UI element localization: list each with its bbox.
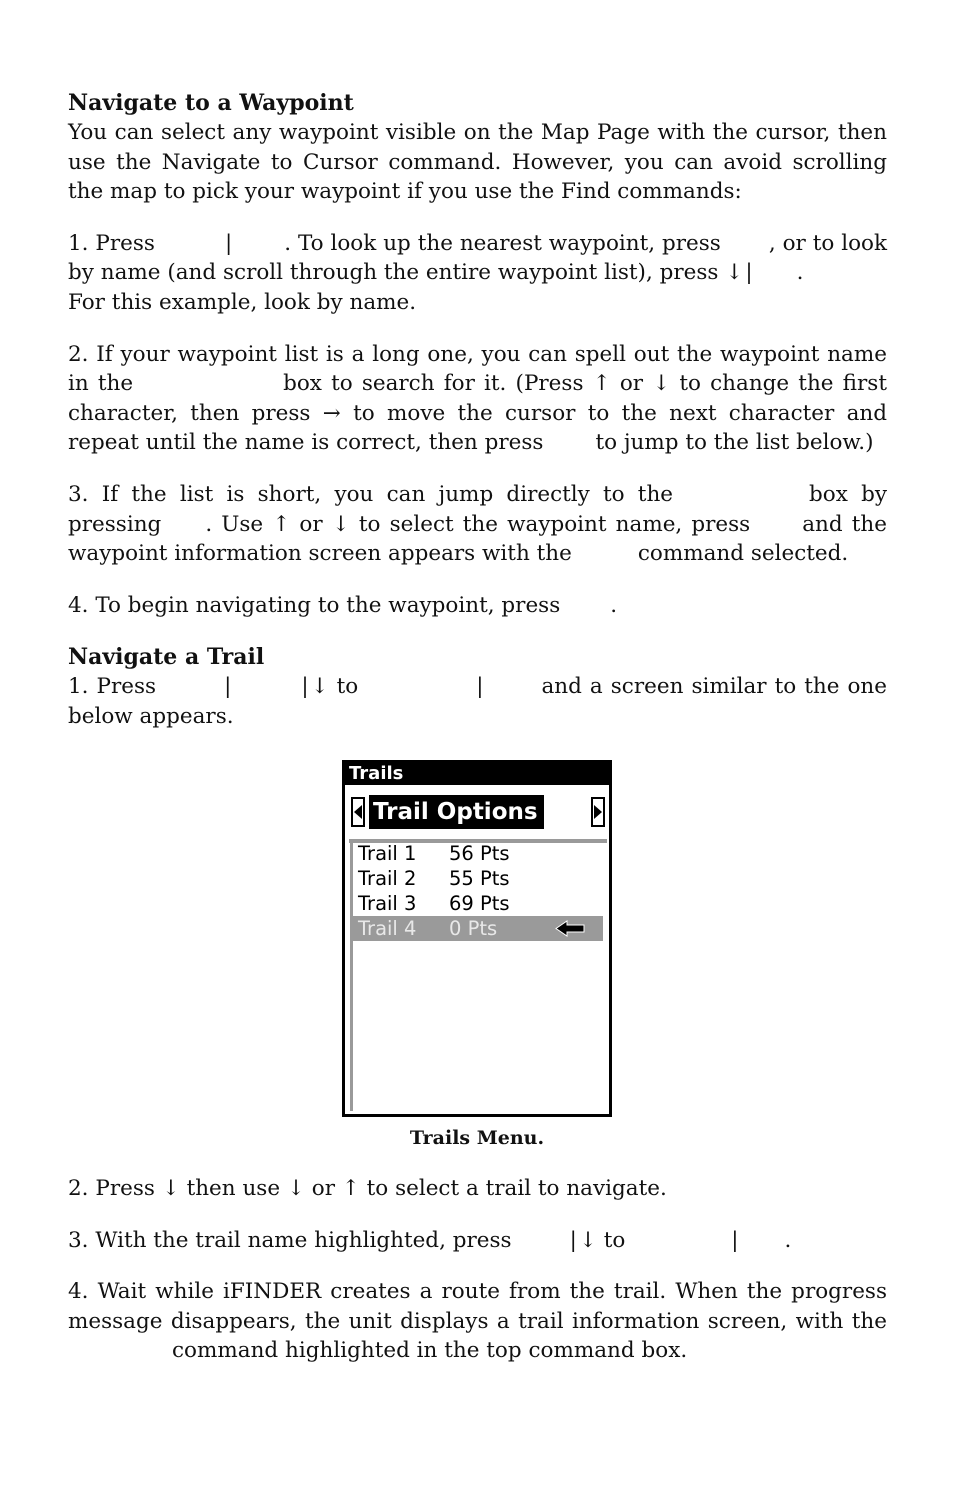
paragraph-step1 [68, 229, 887, 318]
text: . [796, 260, 804, 286]
text: box to search for it. (Press [283, 371, 584, 397]
paragraph-step4 [68, 591, 887, 621]
text: and the waypoint information screen appears with the [68, 511, 887, 567]
list-item[interactable] [353, 841, 603, 866]
trail-points: 55 Pts [449, 867, 510, 890]
down-arrow: ↓ [578, 1227, 597, 1253]
trail-points: 56 Pts [449, 842, 510, 865]
up-arrow: ↑ [592, 371, 611, 397]
paragraph-trail-step4 [68, 1277, 887, 1366]
list-item-selected[interactable] [353, 916, 603, 941]
right-arrow: → [322, 400, 341, 426]
text: 1. Press [68, 230, 155, 256]
document-page [68, 88, 887, 732]
separator: | [224, 674, 232, 700]
trail-list [350, 841, 603, 1111]
down-arrow: ↓ [310, 674, 329, 700]
text: 1. Press [68, 674, 157, 700]
trail-points: 0 Pts [449, 917, 498, 940]
text: and a screen similar to the one below appears. [68, 674, 887, 729]
up-arrow: ↑ [272, 511, 291, 537]
text: . [610, 592, 618, 618]
separator: | [476, 674, 484, 700]
text: . Use [205, 511, 264, 537]
text: command selected. [637, 541, 849, 567]
text: 3. If the list is short, you can jump directly to the [68, 481, 674, 507]
paragraph-trail-step3 [68, 1226, 887, 1256]
text: , or to look by name (and scroll through the entire waypoint list), press [68, 230, 887, 286]
trail-name: Trail 2 [358, 867, 417, 890]
text: 4. Wait while iFINDER creates a route from the trail. When the progress message disappears, the unit displays a trail information screen, with the [68, 1279, 887, 1334]
down-arrow: ↓ [331, 511, 350, 537]
text: to [336, 674, 359, 700]
text: 3. With the trail name highlighted, press [68, 1227, 512, 1253]
list-item[interactable] [353, 891, 603, 916]
right-arrow-icon[interactable] [591, 797, 605, 827]
text: command highlighted in the top command box. [172, 1338, 688, 1364]
trail-name: Trail 3 [358, 892, 417, 915]
heading-navigate-trail: Navigate a Trail [68, 644, 265, 671]
paragraph-trail-step2: 2. Press ↓ then use ↓ or ↑ to select a trail to navigate. [68, 1176, 667, 1201]
separator: | [745, 260, 753, 286]
text: or [619, 371, 644, 397]
down-arrow: ↓ [725, 260, 744, 286]
trail-options-selector[interactable] [345, 791, 609, 831]
separator: | [731, 1227, 739, 1253]
paragraph-step2 [68, 340, 887, 458]
heading-navigate-waypoint: Navigate to a Waypoint [68, 90, 354, 116]
paragraph-intro: You can select any waypoint visible on the Map Page with the cursor, then use the Navigate to Cursor command. However, you can avoid scrolling the map to pick your waypoint if you use the Find commands: [68, 120, 887, 205]
document-page-lower [68, 1174, 887, 1388]
text: to move the cursor to the next character and repeat until the name is correct, then press [68, 400, 888, 456]
text: 2. If your waypoint list is a long one, you can spell out the waypoint name in the [68, 341, 887, 397]
text: . To look up the nearest waypoint, press [284, 230, 721, 256]
pointer-arrow-icon [555, 920, 585, 937]
figure-caption: Trails Menu. [409, 1127, 545, 1149]
screen-title: Trails [345, 763, 609, 785]
trail-name: Trail 1 [358, 842, 417, 865]
trails-screen [342, 760, 612, 1117]
trail-name: Trail 4 [358, 917, 417, 940]
trail-points: 69 Pts [449, 892, 510, 915]
text: box by pressing [68, 481, 887, 537]
text: to change the first character, then press [68, 371, 887, 426]
separator: | [224, 230, 233, 256]
text: to [603, 1227, 626, 1253]
text: to select the waypoint name, press [358, 511, 751, 537]
text: . [784, 1227, 792, 1253]
separator: | [301, 674, 309, 700]
separator: | [569, 1227, 577, 1253]
down-arrow: ↓ [652, 371, 671, 397]
left-arrow-icon[interactable] [351, 797, 365, 827]
text: or [299, 511, 323, 537]
text: to jump to the list below.) [595, 430, 874, 456]
text: 4. To begin navigating to the waypoint, press [68, 592, 561, 618]
list-item[interactable] [353, 866, 603, 891]
paragraph-step3 [68, 480, 887, 569]
trail-options-label: Trail Options [369, 795, 544, 829]
text: For this example, look by name. [68, 289, 417, 315]
paragraph-trail-step1 [68, 672, 887, 731]
